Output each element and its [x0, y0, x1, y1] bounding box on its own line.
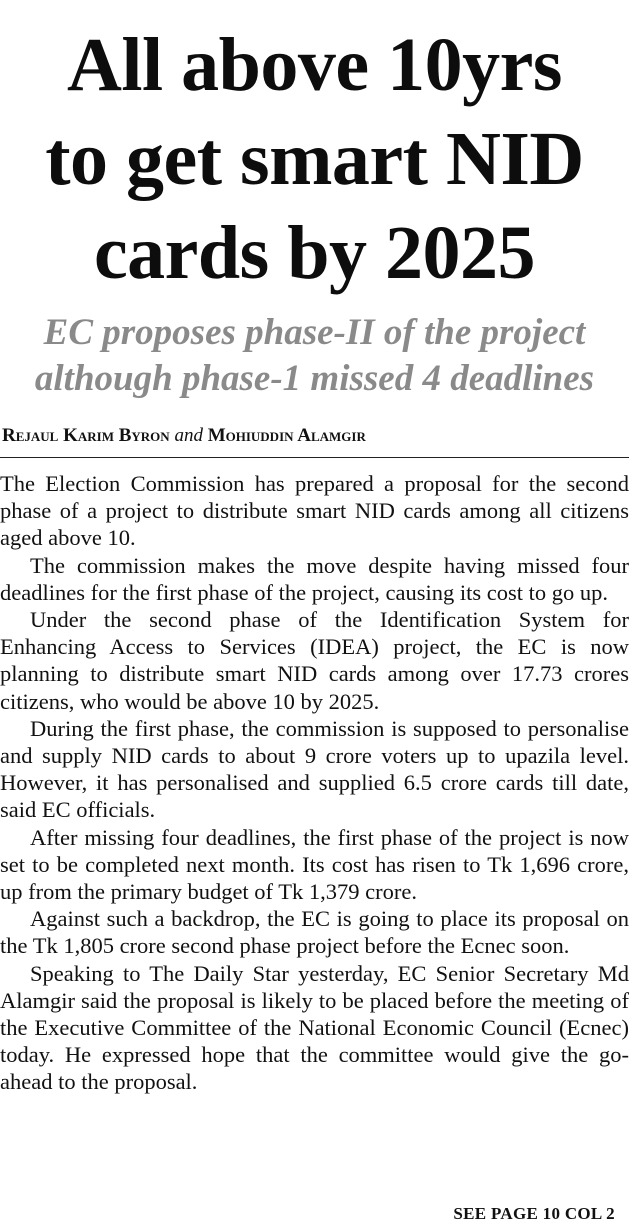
byline: [2, 424, 366, 448]
headline-line-3: cards by 2025: [93, 211, 536, 295]
byline-conjunction: and: [174, 425, 203, 446]
article-paragraph: After missing four deadlines, the first phase of the project is now set to be completed next month. Its cost has risen to Tk 1,696 crore, up from the primary budget of Tk 1,379 crore.: [0, 824, 629, 905]
byline-author-2: Mohiuddin Alamgir: [207, 425, 366, 446]
article-paragraph: Against such a backdrop, the EC is going to place its proposal on the Tk 1,805 crore second phase project before the Ecnec soon.: [0, 906, 629, 959]
article-paragraph: During the first phase, the commission is supposed to personalise and supply NID cards to about 9 crore voters up to upazila level. However, it has personalised and supplied 6.5 crore cards till date, said EC officials.: [0, 715, 629, 823]
article-body: [0, 470, 629, 1096]
continuation-jump-line: SEE PAGE 10 COL 2: [453, 1204, 615, 1223]
article-paragraph: Under the second phase of the Identification System for Enhancing Access to Services (IDEA) project, the EC is now planning to distribute smart NID cards among over 17.73 crores citizens, who would be above 10 by 2025.: [0, 607, 629, 714]
article-paragraph: Speaking to The Daily Star yesterday, EC Senior Secretary Md Alamgir said the proposal is likely to be placed before the meeting of the Executive Committee of the National Economic Council (Ecnec) today. He expressed hope that the committee would give the go-ahead to the proposal.: [0, 960, 629, 1095]
subheadline: [0, 310, 629, 402]
byline-author-1: Rejaul Karim Byron: [2, 425, 170, 446]
headline-line-2: to get smart NID: [45, 117, 584, 201]
subheadline-line-1: EC proposes phase-II of the project: [43, 312, 586, 353]
article-paragraph: The commission makes the move despite having missed four deadlines for the first phase of the project, causing its cost to go up.: [0, 552, 629, 605]
article-paragraph: The Election Commission has prepared a proposal for the second phase of a project to distribute smart NID cards among all citizens aged above 10.: [0, 471, 629, 551]
headline-line-1: All above 10yrs: [67, 23, 562, 107]
headline: [0, 18, 629, 300]
byline-divider: [0, 457, 629, 458]
subheadline-line-2: although phase-1 missed 4 deadlines: [34, 358, 595, 399]
